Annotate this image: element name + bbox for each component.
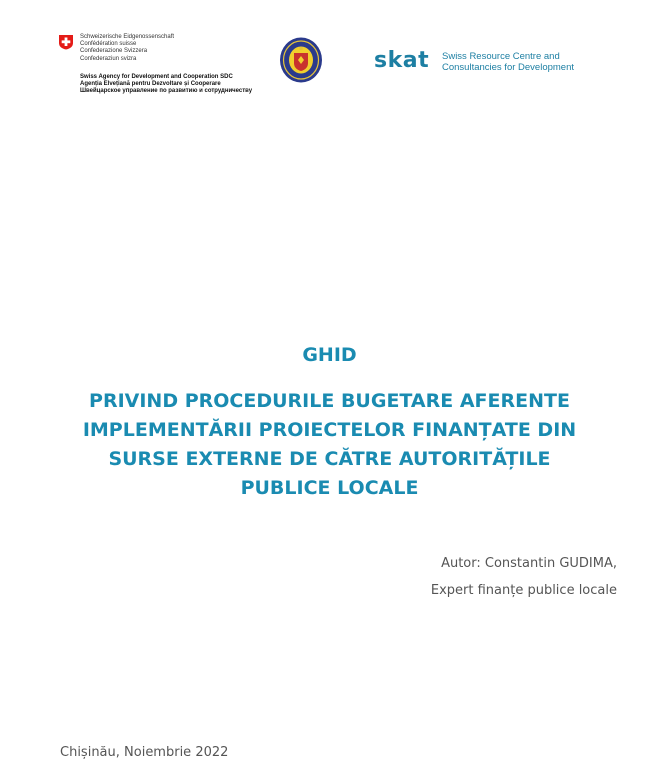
swiss-line: Confédération suisse	[80, 41, 137, 48]
subtitle-line: PRIVIND PROCEDURILE BUGETARE AFERENTE	[89, 390, 570, 412]
moldova-government-emblem-icon	[278, 36, 324, 84]
skat-tagline-line: Swiss Resource Centre and	[442, 51, 560, 62]
author-role: Expert finanțe publice locale	[430, 583, 617, 598]
sdc-line: Swiss Agency for Development and Cooperation SDC	[80, 74, 233, 80]
subtitle-line: IMPLEMENTĂRII PROIECTELOR FINANȚATE DIN	[82, 419, 577, 441]
subtitle-line: SURSE EXTERNE DE CĂTRE AUTORITĂȚILE	[108, 448, 551, 470]
skat-logo: skat	[374, 48, 430, 73]
sdc-agency-text	[80, 74, 252, 96]
place-date: Chișinău, Noiembrie 2022	[60, 745, 229, 760]
swiss-flag-icon	[58, 34, 74, 50]
swiss-line: Schweizerische Eidgenossenschaft	[80, 34, 175, 40]
document-title: GHID	[302, 344, 357, 366]
skat-tagline-line: Consultancies for Development	[442, 62, 575, 73]
sdc-line: Швейцарское управление по развитию и сотрудничеству	[80, 88, 253, 95]
author-name: Autor: Constantin GUDIMA,	[441, 556, 617, 571]
author-block	[431, 550, 617, 604]
swiss-confederation-text	[80, 34, 174, 63]
swiss-line: Confederazione Svizzera	[80, 48, 148, 55]
document-subtitle	[40, 387, 619, 503]
skat-tagline	[442, 51, 574, 73]
swiss-line: Confederaziun svizra	[80, 55, 137, 62]
subtitle-line: PUBLICE LOCALE	[240, 477, 419, 499]
sdc-line: Agenția Elvețiană pentru Dezvoltare și Cooperare	[80, 81, 221, 88]
